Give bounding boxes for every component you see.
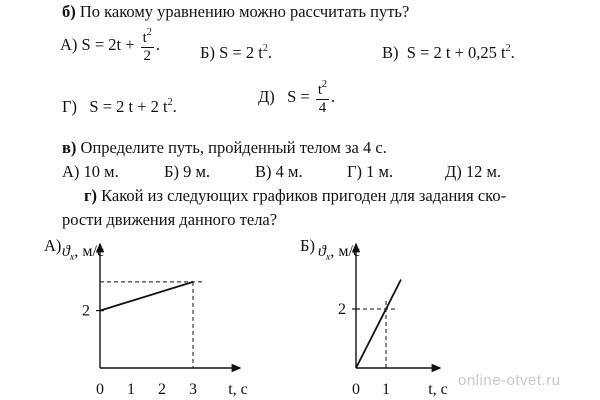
option-b-tail: . <box>267 43 272 62</box>
option-g-letter: Г) <box>62 97 78 116</box>
option-a-expr: S = 2t + <box>81 34 135 54</box>
option-b-expr: S = 2 t <box>219 43 263 62</box>
option-d-expr: S = <box>287 86 310 106</box>
option-a-letter: А) <box>60 34 78 54</box>
option-v-tail: . <box>510 43 515 62</box>
graph-1-xtick-1: 1 <box>382 381 390 398</box>
answer-b: Б) 9 м. <box>164 162 211 181</box>
option-a-den: 2 <box>143 48 151 64</box>
graph-1-xlabel: t, с <box>428 381 448 398</box>
watermark: online-otvet.ru <box>458 372 561 389</box>
option-d-tail: . <box>331 86 336 106</box>
question-b-text: По какому уравнению можно рассчитать путь? <box>79 2 410 21</box>
option-d-sq: 2 <box>322 79 328 90</box>
option-d-num: t <box>317 82 323 98</box>
question-g-label: г) <box>84 186 97 205</box>
answer-a: А) 10 м. <box>62 162 119 181</box>
question-g-line1: Какой из следующих графиков пригоден для задания ско- <box>101 186 507 205</box>
graph-0-ytick-label: 2 <box>82 302 90 320</box>
graph-b-letter: Б) <box>300 236 315 255</box>
graph-0-xtick-0: 0 <box>96 381 104 398</box>
option-v-expr: S = 2 t + 0,25 t <box>406 43 506 62</box>
question-b-label: б) <box>62 2 76 21</box>
option-a-sq: 2 <box>146 27 152 38</box>
graph-a-letter: А) <box>44 236 62 255</box>
option-d-den: 4 <box>318 100 327 116</box>
option-v-sq: 2 <box>505 43 511 54</box>
answer-v: В) 4 м. <box>255 162 303 181</box>
graph-0-data-line <box>100 282 193 311</box>
graph-1-ytick-label: 2 <box>338 301 346 318</box>
question-v-label: в) <box>62 138 77 157</box>
graph-1-data-line <box>356 280 401 369</box>
option-b-letter: Б) <box>200 43 215 62</box>
graph-0-xtick-2: 2 <box>158 381 166 398</box>
graph-0-xtick-3: 3 <box>189 381 197 398</box>
question-g-line2: рости движения данного тела? <box>62 210 278 229</box>
answer-g: Г) 1 м. <box>347 162 394 181</box>
answer-d: Д) 12 м. <box>445 162 502 181</box>
option-d-letter: Д) <box>258 86 275 106</box>
option-g-expr: S = 2 t + 2 t <box>89 97 168 116</box>
graph-1-xtick-0: 0 <box>352 381 360 398</box>
graph-1-ylabel: $ϑ_x$, м/с <box>318 243 360 263</box>
option-a-tail: . <box>155 34 160 54</box>
option-v-letter: В) <box>382 43 399 62</box>
option-b-sq: 2 <box>262 43 268 54</box>
graph-0-ylabel: $ϑ_x$, м/с <box>62 243 104 263</box>
question-v-text: Определите путь, пройденный телом за 4 с. <box>80 138 387 157</box>
graph-0-xlabel: t, с <box>228 381 248 398</box>
graph-0-xtick-1: 1 <box>127 381 135 398</box>
option-g-sq: 2 <box>167 97 173 108</box>
option-g-tail: . <box>172 97 177 116</box>
option-a-num: t <box>142 30 147 46</box>
